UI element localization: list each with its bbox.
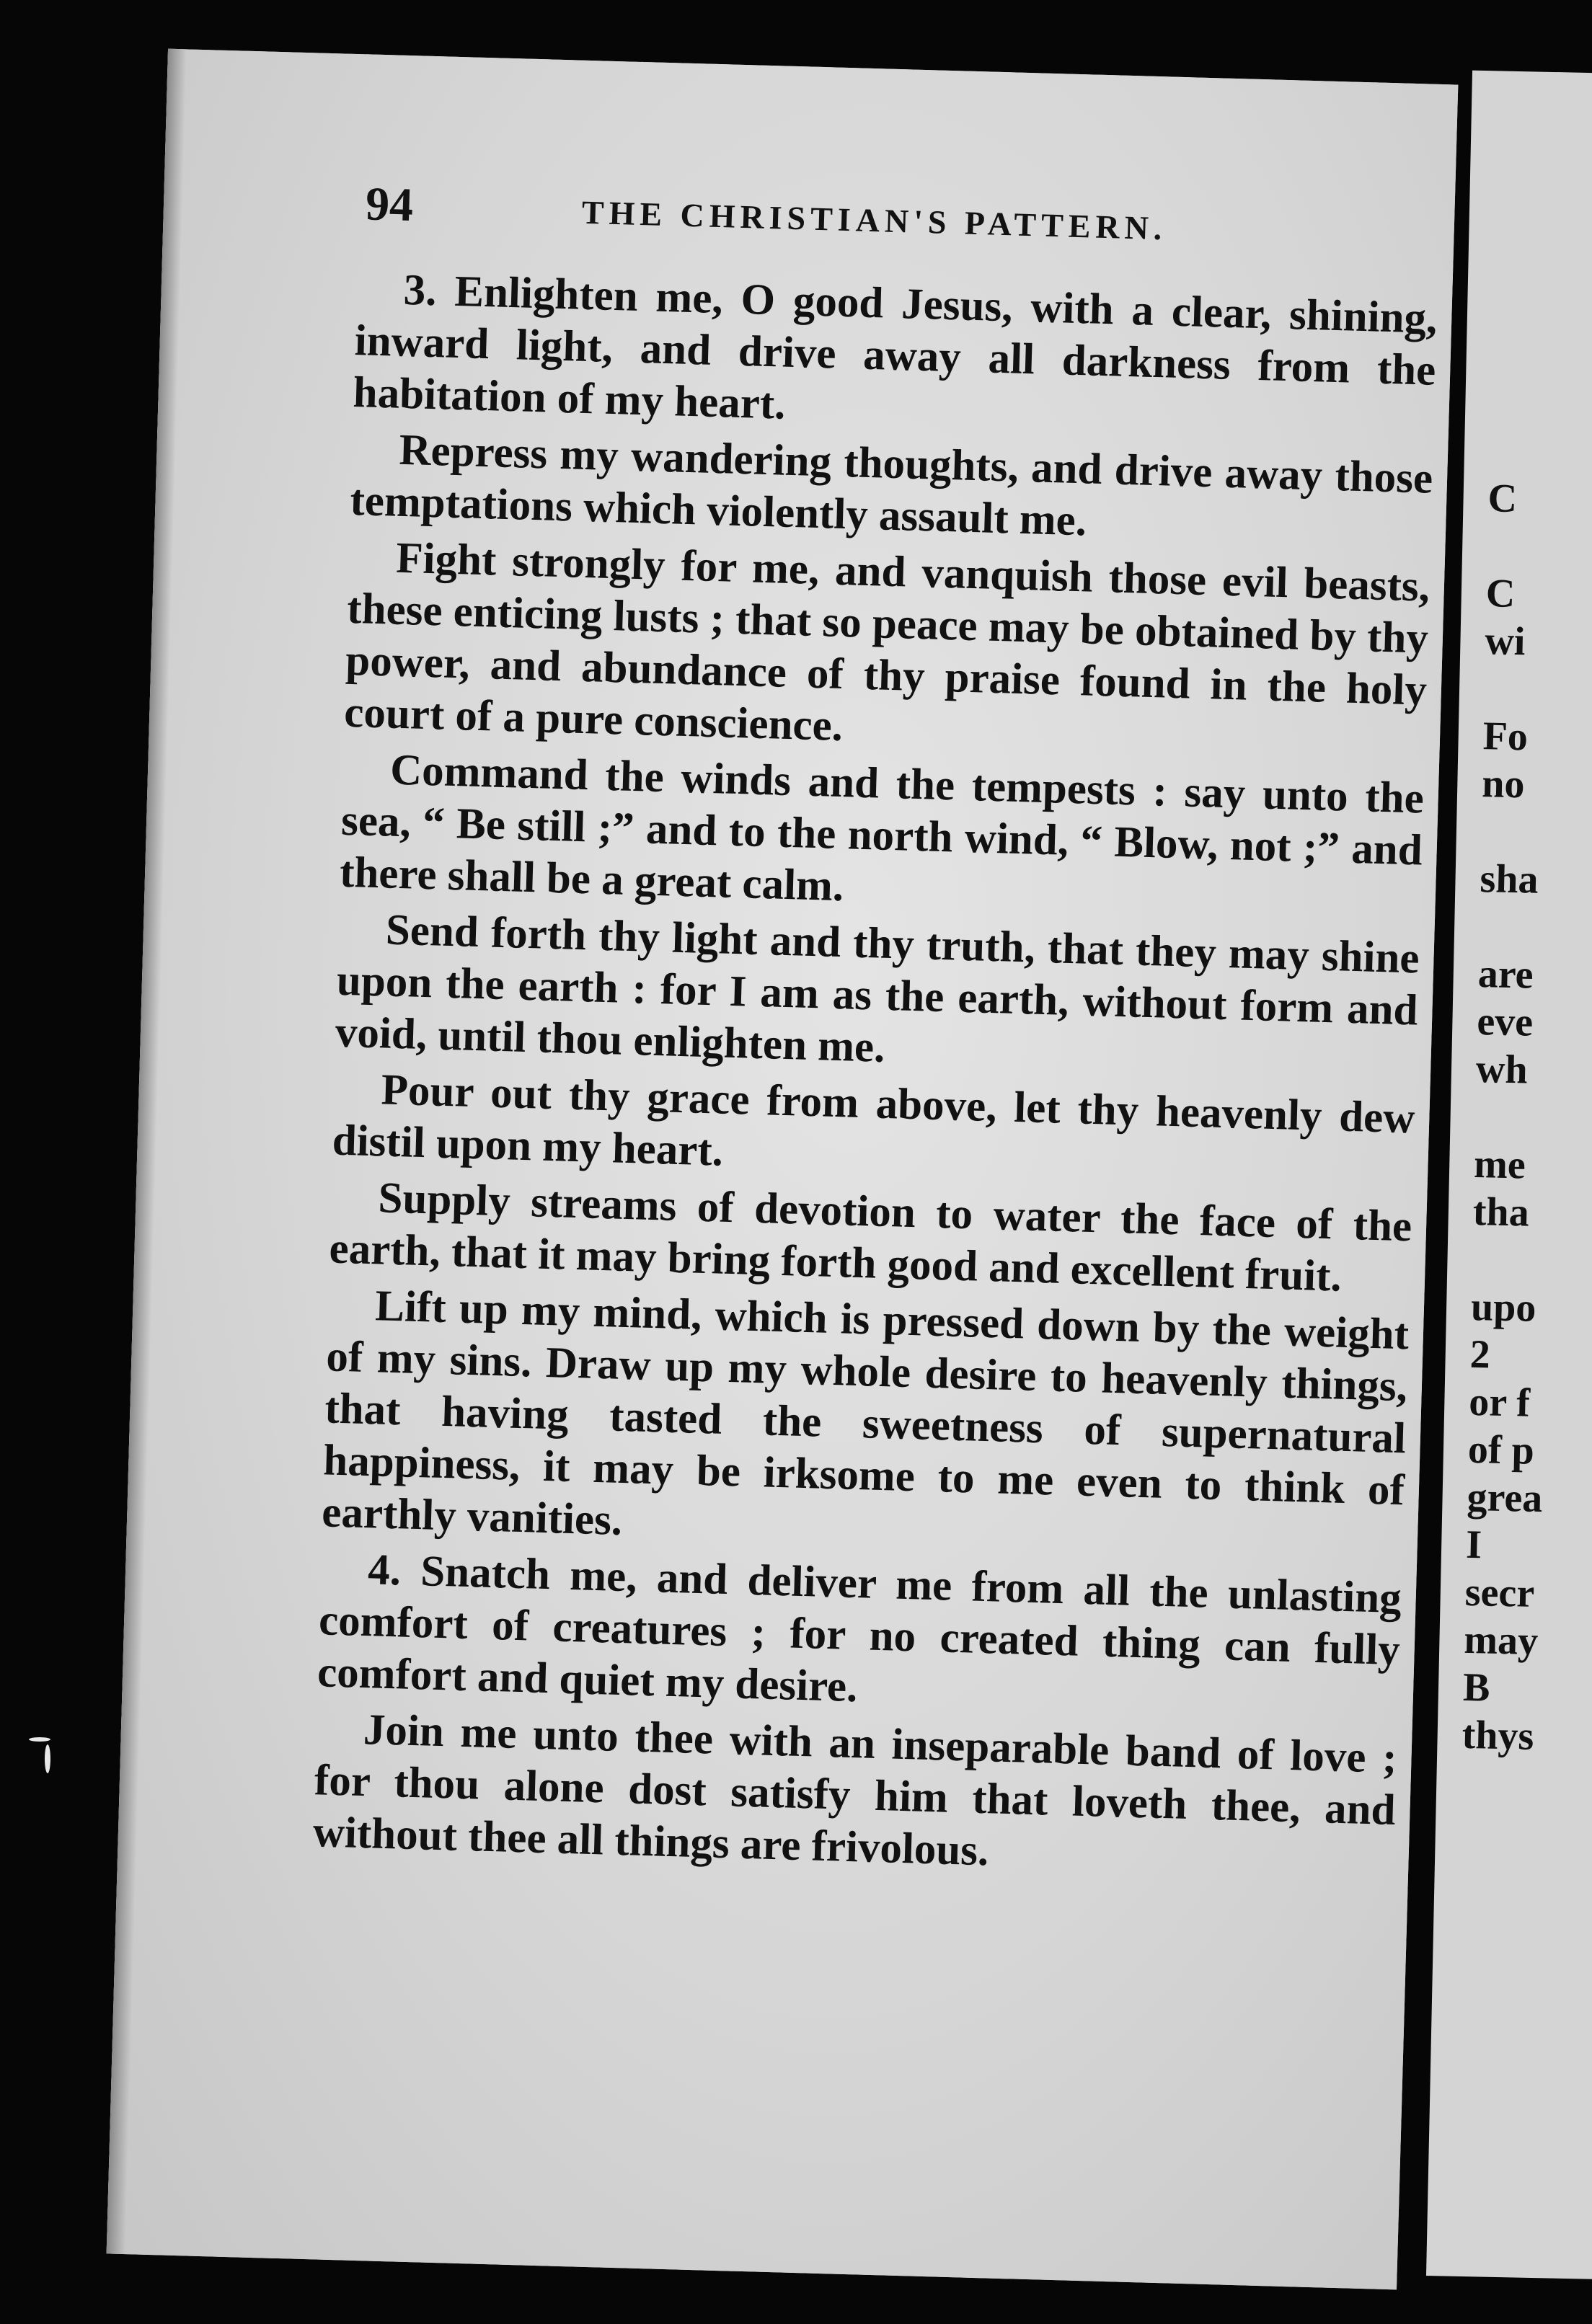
paragraph: Send forth thy light and thy truth, that they may shine upon the earth : for I am as the earth, without form and void, until thou enlighten me. xyxy=(335,905,1420,1072)
paragraph: Command the winds and the tempests : say unto the sea, “ Be still ;” and to the north wind, “ Blow, not ;” and there shall be a great calm. xyxy=(339,745,1425,911)
paragraph: Supply streams of devotion to water the face of the earth, that it may bring forth good and excellent fruit. xyxy=(328,1174,1413,1301)
paragraph: Pour out thy grace from above, let thy heavenly dew distil upon my heart. xyxy=(331,1065,1416,1176)
facing-page-edge xyxy=(1426,71,1592,2280)
scan-speck xyxy=(29,1737,50,1742)
running-head: THE CHRISTIAN'S PATTERN. xyxy=(581,193,1168,247)
paragraph: Lift up my mind, which is pressed down by the weight of my sins. Draw up my whole desire to heavenly things, that having tasted the sweetness of supernatural happiness, it may be irksome to me even to think of earthly vanities. xyxy=(321,1282,1410,1545)
paragraph: Repress my wandering thoughts, and drive away those temptations which violently assault me. xyxy=(349,425,1434,546)
facing-page-text-fragments: C C wi Fo no sha are eve wh me tha upo 2 or f of p grea I secr may B thys xyxy=(1461,476,1543,1759)
paragraph: Join me unto thee with an inseparable band of love ; for thou alone dost satisfy him that loveth thee, and without thee all things are frivolous. xyxy=(312,1706,1398,1876)
paragraph: 4. Snatch me, and deliver me from all the unlasting comfort of creatures ; for no created thing can fully comfort and quiet my desire. xyxy=(317,1545,1402,1712)
paragraph: Fight strongly for me, and vanquish those evil beasts, these enticing lusts ; that so peace may be obtained by thy power, and abundance of thy praise found in the holy court of a pure conscience. xyxy=(343,533,1430,751)
scan-speck xyxy=(45,1744,50,1773)
page-number: 94 xyxy=(365,177,415,232)
page-gutter-shadow xyxy=(107,49,187,2255)
page-header xyxy=(365,177,1490,247)
page-body xyxy=(312,263,1438,1893)
book-page xyxy=(107,49,1459,2290)
paragraph: 3. Enlighten me, O good Jesus, with a clear, shining, inward light, and drive away all darkness from the habitation of my heart. xyxy=(352,265,1438,429)
